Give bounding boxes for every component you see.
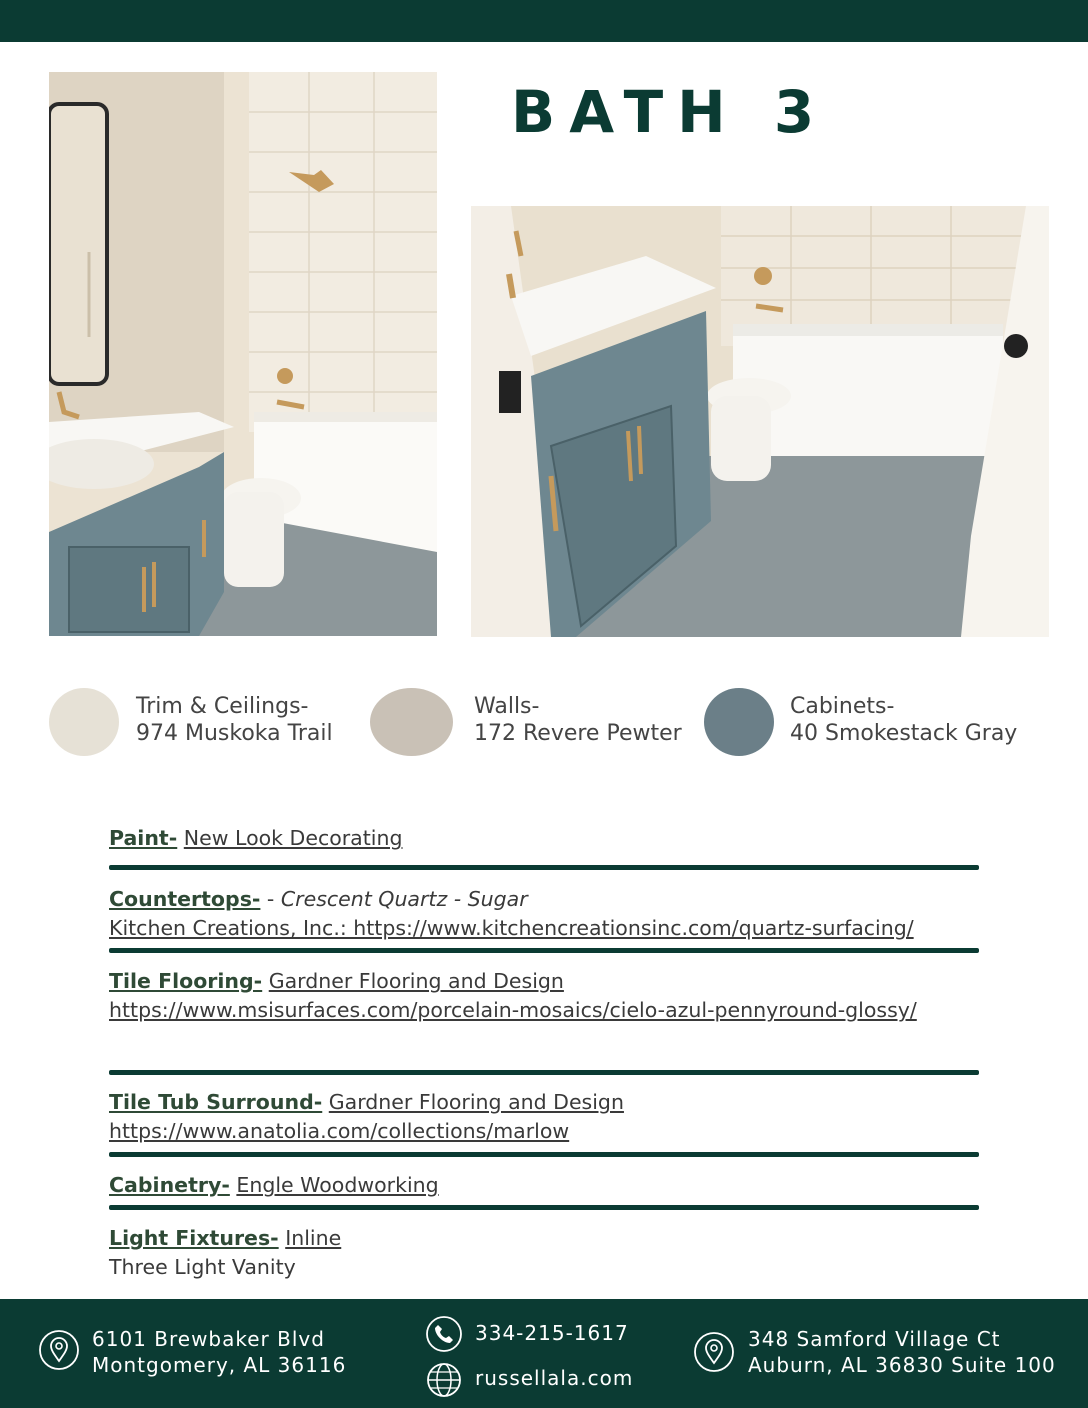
bathroom-photo-tub-vanity	[471, 206, 1049, 637]
cabinets-label-title: Cabinets-	[790, 694, 895, 719]
auburn-city: Auburn, AL 36830 Suite 100	[748, 1353, 1056, 1377]
cabinetry-vendor-link[interactable]: Engle Woodworking	[236, 1173, 439, 1197]
top-bar	[0, 0, 1088, 42]
spec-lights-label: Light Fixtures-	[109, 1226, 279, 1250]
tile-tub-product-link[interactable]: https://www.anatolia.com/collections/marlow	[109, 1119, 570, 1143]
walls-color-swatch	[370, 688, 453, 756]
trim-label	[136, 693, 333, 747]
auburn-address	[748, 1326, 1056, 1378]
spec-cabinetry	[109, 1171, 989, 1200]
montgomery-street: 6101 Brewbaker Blvd	[92, 1327, 325, 1351]
bathroom-photo-vanity-shower	[49, 72, 437, 636]
divider	[109, 948, 979, 953]
spec-paint	[109, 824, 989, 853]
spec-tile-flooring-label: Tile Flooring-	[109, 969, 263, 993]
montgomery-address	[92, 1326, 346, 1378]
auburn-street: 348 Samford Village Ct	[748, 1327, 1001, 1351]
spec-countertops-label: Countertops-	[109, 887, 261, 911]
divider	[109, 865, 979, 870]
cabinets-label-color: 40 Smokestack Gray	[790, 721, 1018, 746]
location-pin-icon	[38, 1329, 80, 1371]
lights-detail: Three Light Vanity	[109, 1255, 296, 1279]
spec-tile-tub	[109, 1088, 989, 1146]
paint-vendor-link[interactable]: New Look Decorating	[183, 826, 403, 850]
website-link[interactable]: russellala.com	[475, 1366, 634, 1390]
page-title: BATH 3	[511, 78, 829, 146]
trim-label-color: 974 Muskoka Trail	[136, 721, 333, 746]
tile-flooring-vendor-link[interactable]: Gardner Flooring and Design	[268, 969, 564, 993]
divider	[109, 1205, 979, 1210]
spec-countertops-dash: -	[260, 887, 281, 911]
montgomery-city: Montgomery, AL 36116	[92, 1353, 347, 1377]
trim-label-title: Trim & Ceilings-	[136, 694, 309, 719]
lights-vendor-link[interactable]: Inline	[285, 1226, 342, 1250]
location-pin-icon	[693, 1331, 735, 1373]
cabinets-color-swatch	[704, 688, 774, 756]
countertops-product: Crescent Quartz - Sugar	[280, 887, 528, 911]
walls-label	[474, 693, 682, 747]
phone-icon	[425, 1315, 463, 1353]
spec-paint-label: Paint-	[109, 826, 178, 850]
tile-flooring-product-link[interactable]: https://www.msisurfaces.com/porcelain-mosaics/cielo-azul-pennyround-glossy/	[109, 998, 917, 1022]
spec-cabinetry-label: Cabinetry-	[109, 1173, 230, 1197]
globe-icon	[425, 1361, 463, 1399]
spec-lights	[109, 1224, 989, 1282]
divider	[109, 1070, 979, 1075]
walls-label-color: 172 Revere Pewter	[474, 721, 682, 746]
spec-countertops	[109, 885, 989, 943]
spec-tile-flooring	[109, 967, 929, 1025]
divider	[109, 1152, 979, 1157]
phone-number[interactable]: 334-215-1617	[475, 1321, 629, 1345]
spec-tile-tub-label: Tile Tub Surround-	[109, 1090, 323, 1114]
trim-color-swatch	[49, 688, 119, 756]
countertops-vendor-link[interactable]: Kitchen Creations, Inc.: https://www.kitchencreationsinc.com/quartz-surfacing/	[109, 916, 914, 940]
tile-tub-vendor-link[interactable]: Gardner Flooring and Design	[328, 1090, 624, 1114]
walls-label-title: Walls-	[474, 694, 540, 719]
cabinets-label	[790, 693, 1017, 747]
